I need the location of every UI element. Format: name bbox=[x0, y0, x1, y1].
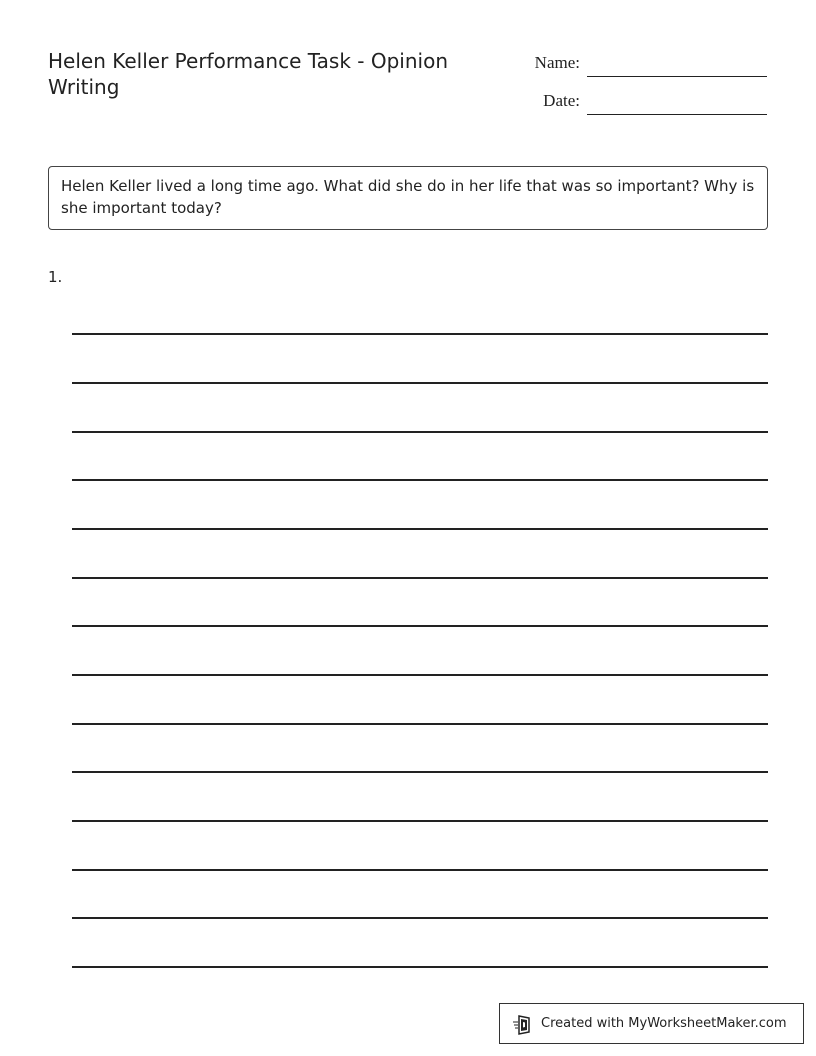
prompt-text: Helen Keller lived a long time ago. What did she do in her life that was so important? Why is she important today? bbox=[61, 177, 755, 217]
answer-line[interactable] bbox=[72, 966, 768, 968]
answer-line[interactable] bbox=[72, 674, 768, 676]
answer-lines[interactable] bbox=[72, 0, 768, 1056]
created-with-badge[interactable] bbox=[499, 1003, 804, 1044]
worksheet-maker-logo-icon bbox=[512, 1013, 534, 1035]
date-label: Date: bbox=[543, 91, 580, 110]
answer-line[interactable] bbox=[72, 382, 768, 384]
answer-line[interactable] bbox=[72, 771, 768, 773]
question-number: 1. bbox=[48, 268, 63, 286]
badge-text: Created with MyWorksheetMaker.com bbox=[541, 1016, 787, 1031]
answer-line[interactable] bbox=[72, 479, 768, 481]
answer-line[interactable] bbox=[72, 333, 768, 335]
answer-line[interactable] bbox=[72, 625, 768, 627]
answer-line[interactable] bbox=[72, 917, 768, 919]
answer-line[interactable] bbox=[72, 577, 768, 579]
answer-line[interactable] bbox=[72, 869, 768, 871]
answer-line[interactable] bbox=[72, 528, 768, 530]
answer-line[interactable] bbox=[72, 723, 768, 725]
answer-line[interactable] bbox=[72, 820, 768, 822]
answer-line[interactable] bbox=[72, 431, 768, 433]
page-title: Helen Keller Performance Task - Opinion Writing bbox=[48, 49, 448, 99]
name-label: Name: bbox=[534, 53, 580, 72]
